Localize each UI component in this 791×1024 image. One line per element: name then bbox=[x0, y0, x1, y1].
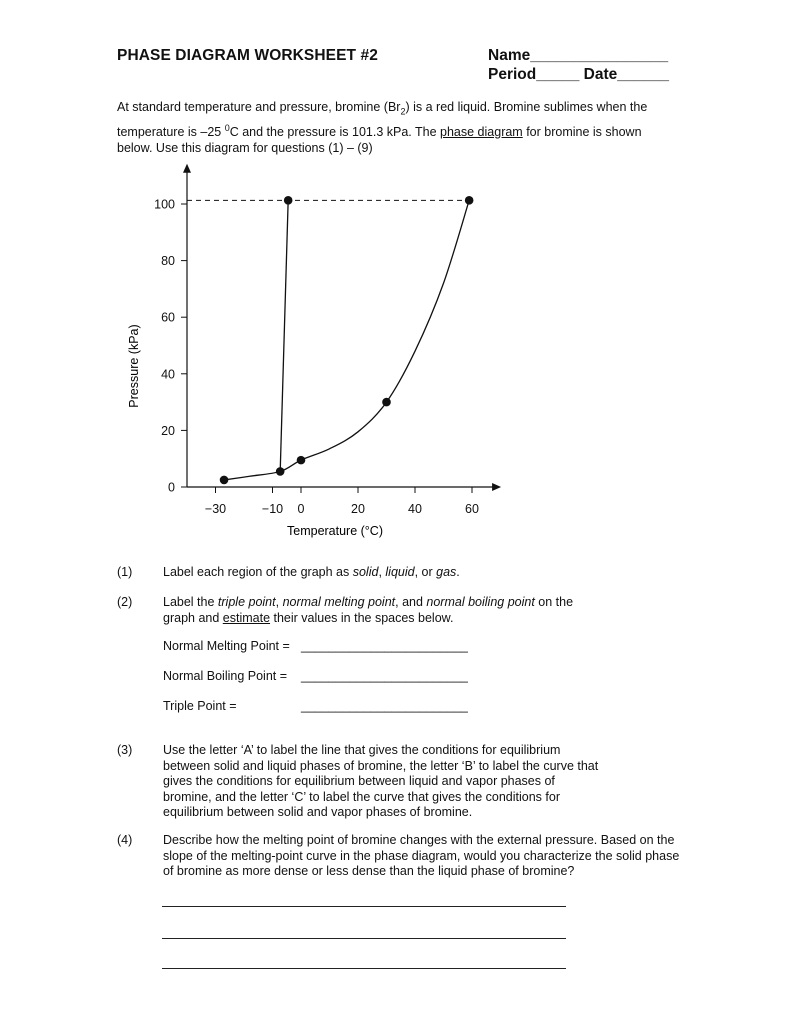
data-point bbox=[276, 467, 285, 476]
question-number: (4) bbox=[117, 833, 133, 847]
intro-text-3: C and the pressure is 101.3 kPa. The bbox=[229, 124, 441, 139]
name-blank: ________________ bbox=[530, 47, 669, 64]
date-label: Date bbox=[583, 66, 618, 83]
blank-label: Triple Point = bbox=[163, 699, 237, 713]
y-axis-label: Pressure (kPa) bbox=[127, 324, 141, 408]
x-tick-label: 60 bbox=[465, 502, 479, 516]
y-tick-label: 100 bbox=[154, 197, 175, 212]
question-number: (3) bbox=[117, 743, 133, 757]
y-tick-label: 20 bbox=[161, 423, 175, 438]
period-blank: _____ bbox=[536, 66, 580, 83]
answer-line-3[interactable] bbox=[162, 968, 566, 969]
y-tick-label: 40 bbox=[161, 367, 175, 382]
x-tick-label: 0 bbox=[297, 502, 305, 516]
answer-line-1[interactable] bbox=[162, 906, 566, 907]
name-label: Name bbox=[488, 47, 531, 64]
normal-melting-point-row bbox=[163, 639, 468, 653]
question-number: (2) bbox=[117, 595, 133, 609]
blank-label: Normal Melting Point = bbox=[163, 639, 290, 653]
triple-point-blank[interactable]: ________________________ bbox=[301, 699, 468, 713]
intro-superscript: 0 bbox=[224, 122, 230, 133]
normal-melting-point-blank[interactable]: ________________________ bbox=[301, 639, 468, 653]
phase-diagram-underlined: phase diagram bbox=[440, 124, 523, 139]
question-text: Use the letter ‘A’ to label the line that gives the conditions for equilibrium between solid and liquid phases of bromine, the letter ‘B’ to label the curve that gives the conditions for equilibrium between liquid and vapor phases of bromine, and the letter ‘C’ to label the curve that gives the conditions for equilibrium between solid and vapor phases of bromine. bbox=[163, 743, 599, 819]
question-text: Describe how the melting point of bromine changes with the external pressure. Based on the slope of the melting-point curve in the phase diagram, would you characterize the solid phase of bromine as more dense or less dense than the liquid phase of bromine? bbox=[163, 833, 680, 878]
worksheet-title: PHASE DIAGRAM WORKSHEET #2 bbox=[117, 47, 378, 64]
data-point bbox=[284, 196, 293, 205]
question-text: Label each region of the graph as solid, liquid, or gas. bbox=[163, 565, 460, 579]
x-axis-label: Temperature (°C) bbox=[287, 524, 383, 538]
normal-boiling-point-blank[interactable]: ________________________ bbox=[301, 669, 468, 683]
y-tick-label: 60 bbox=[161, 310, 175, 325]
period-label: Period bbox=[488, 66, 537, 83]
y-axis-arrow-icon bbox=[183, 164, 191, 173]
chart-ticks bbox=[154, 198, 479, 517]
data-point bbox=[465, 196, 474, 205]
data-point bbox=[382, 398, 391, 407]
x-tick-label: 40 bbox=[408, 502, 422, 516]
intro-text-4: for bromine is shown below. Use this diagram for questions (1) – (9) bbox=[117, 124, 642, 155]
normal-boiling-point-row bbox=[163, 669, 468, 683]
triple-point-row bbox=[163, 699, 468, 713]
x-tick-label: 20 bbox=[351, 502, 365, 516]
question-text: Label the triple point, normal melting point, and normal boiling point on the graph and estimate their values in the spaces below. bbox=[163, 595, 574, 625]
data-point bbox=[297, 456, 306, 465]
y-tick-label: 80 bbox=[161, 254, 175, 269]
question-number: (1) bbox=[117, 565, 133, 579]
answer-line-2[interactable] bbox=[162, 938, 566, 939]
intro-subscript: 2 bbox=[400, 106, 406, 117]
melting-point-line bbox=[280, 200, 288, 471]
date-blank: ______ bbox=[617, 66, 669, 83]
y-tick-label: 0 bbox=[168, 480, 175, 495]
blank-label: Normal Boiling Point = bbox=[163, 669, 288, 683]
x-tick-label: −30 bbox=[204, 502, 227, 516]
intro-text-2: ) is a red liquid. Bromine sublimes when the temperature is –25 bbox=[117, 100, 648, 139]
intro-text-1: At standard temperature and pressure, bromine (Br bbox=[117, 100, 401, 114]
x-axis-arrow-icon bbox=[492, 483, 501, 491]
data-point bbox=[220, 476, 229, 485]
vapor-pressure-curve bbox=[224, 200, 469, 480]
chart-marks bbox=[187, 196, 473, 484]
x-tick-label: −10 bbox=[261, 502, 284, 516]
